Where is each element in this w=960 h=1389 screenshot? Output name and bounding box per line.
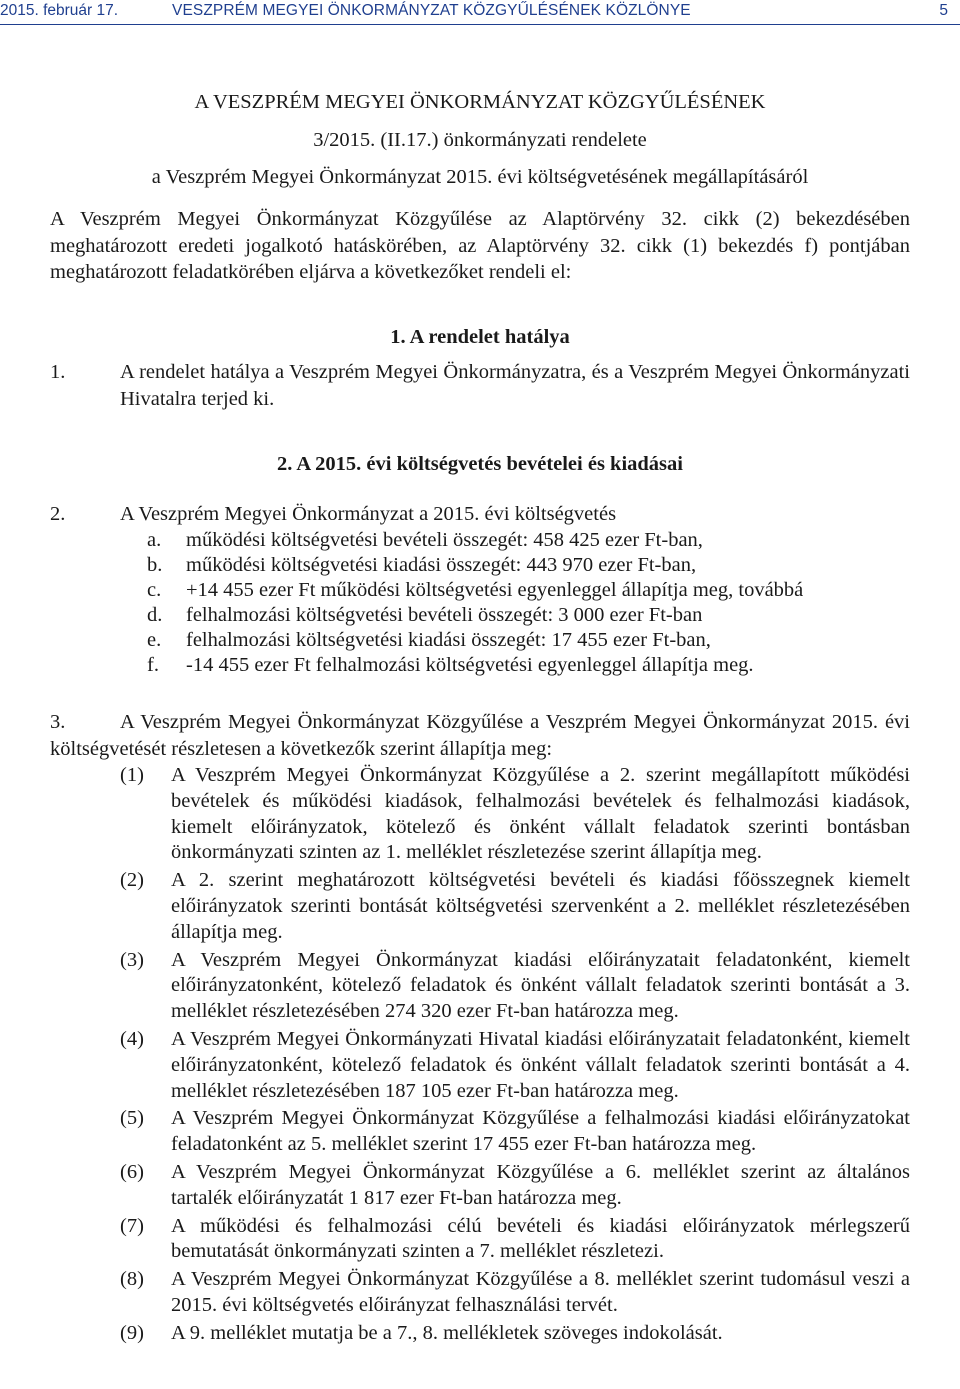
budget-items-list [147, 528, 907, 678]
list-item [120, 1106, 910, 1158]
list-item [120, 1027, 910, 1104]
list-item-number: (1) [120, 764, 144, 786]
section-2-heading: 2. A 2015. évi költségvetés bevételei és kiadásai [277, 453, 683, 475]
list-item-text: A Veszprém Megyei Önkormányzati Hivatal kiadási előirányzatait feladatonként, kiemelt előirányzatonként, kötelező feladatok és önként vállalt feladatok szerinti bontását a 4. melléklet részletezésében 187 105 ezer Ft-ban határozza meg. [171, 1027, 910, 1102]
list-item-letter: e. [147, 629, 162, 651]
list-item-text: A 9. melléklet mutatja be a 7., 8. mellékletek szöveges indokolását. [171, 1321, 723, 1344]
list-item [120, 1160, 910, 1212]
list-item [147, 553, 907, 578]
list-item-letter: f. [147, 654, 159, 676]
list-item [147, 528, 907, 553]
preamble: A Veszprém Megyei Önkormányzat Közgyűlése az Alaptörvény 32. cikk (2) bekezdésében meghatározott eredeti jogalkotó hatáskörében, az Alaptörvény 32. cikk (1) bekezdés f) pontjában meghatározott feladatkörében eljárva a következőket rendeli el: [50, 208, 910, 283]
list-item [120, 763, 910, 866]
detailed-budget-list [120, 763, 910, 1349]
list-item-number: (2) [120, 869, 144, 892]
list-item-text: A Veszprém Megyei Önkormányzat kiadási előirányzatait feladatonként, kiemelt előirányzatonként, kötelező feladatok és önként vállalt feladatok szerinti bontását a 3. melléklet részletezésében 274 320 ezer Ft-ban határozza meg. [171, 948, 910, 1023]
list-item-text: A működési és felhalmozási célú bevételi és kiadási előirányzatok mérlegszerű bemutatását önkormányzati szinten a 7. melléklet részletezi. [171, 1214, 910, 1263]
header-page-number: 5 [939, 2, 948, 19]
list-item [147, 628, 907, 653]
header-divider [0, 24, 960, 25]
paragraph-text: A Veszprém Megyei Önkormányzat Közgyűlése a Veszprém Megyei Önkormányzat 2015. évi költségvetését részletesen a következők szerint állapítja meg: [50, 711, 910, 760]
list-item-letter: d. [147, 604, 163, 626]
paragraph-number: 2. [50, 503, 66, 525]
list-item-text: A Veszprém Megyei Önkormányzat Közgyűlése a 6. melléklet szerint az általános tartalék előirányzatát 1 817 ezer Ft-ban határozza meg. [171, 1160, 910, 1209]
list-item [120, 1267, 910, 1319]
list-item-text: működési költségvetési kiadási összegét: 443 970 ezer Ft-ban, [186, 554, 697, 576]
list-item-text: A Veszprém Megyei Önkormányzat Közgyűlése a felhalmozási kiadási előirányzatokat feladatonként az 5. melléklet szerint 17 455 ezer Ft-ban határozza meg. [171, 1107, 910, 1156]
list-item-text: felhalmozási költségvetési bevételi összegét: 3 000 ezer Ft-ban [186, 604, 703, 626]
section-2-paragraph [50, 501, 910, 528]
list-item-text: +14 455 ezer Ft működési költségvetési egyenleggel állapítja meg, továbbá [186, 579, 804, 601]
list-item [120, 948, 910, 1025]
list-item-letter: a. [147, 529, 162, 551]
list-item-number: (8) [120, 1268, 144, 1291]
list-item-number: (4) [120, 1027, 144, 1050]
list-item [147, 578, 907, 603]
section-1-heading: 1. A rendelet hatálya [390, 326, 570, 348]
list-item-text: A Veszprém Megyei Önkormányzat Közgyűlése a 2. szerint megállapított működési bevételek és működési kiadások, felhalmozási bevételek és felhalmozási kiadások, kiemelt előirányzatok, kötelező és önként vállalt feladatok szerinti bontásban önkormányzati szinten az 1. melléklet részletezése szerint állapítja meg. [171, 764, 910, 864]
list-item [120, 1321, 910, 1347]
header-gazette-title: VESZPRÉM MEGYEI ÖNKORMÁNYZAT KÖZGYŰLÉSÉNEK KÖZLÖNYE [172, 2, 691, 19]
document-title-line-2: 3/2015. (II.17.) önkormányzati rendelete [313, 129, 647, 151]
list-item-letter: b. [147, 554, 163, 576]
list-item-text: felhalmozási költségvetési kiadási összegét: 17 455 ezer Ft-ban, [186, 629, 711, 651]
list-item-text: működési költségvetési bevételi összegét: 458 425 ezer Ft-ban, [186, 529, 703, 551]
list-item [147, 603, 907, 628]
list-item [147, 653, 907, 678]
list-item [120, 868, 910, 945]
list-item-number: (3) [120, 948, 144, 971]
list-item-number: (9) [120, 1321, 144, 1344]
paragraph-text: A rendelet hatálya a Veszprém Megyei Önkormányzatra, és a Veszprém Megyei Önkormányzati Hivatalra terjed ki. [120, 361, 910, 410]
list-item-text: A 2. szerint meghatározott költségvetési bevételi és kiadási főösszegnek kiemelt előirányzatok szerinti bontását költségvetési szervenként a 2. melléklet részletezésében állapítja meg. [171, 869, 910, 943]
document-title-line-1: A VESZPRÉM MEGYEI ÖNKORMÁNYZAT KÖZGYŰLÉSÉNEK [194, 91, 766, 113]
paragraph-number: 1. [50, 361, 66, 383]
page-header [0, 0, 960, 26]
list-item-text: -14 455 ezer Ft felhalmozási költségvetési egyenleggel állapítja meg. [186, 654, 754, 676]
list-item [120, 1214, 910, 1266]
section-3-paragraph [50, 709, 910, 762]
list-item-number: (5) [120, 1107, 144, 1130]
document-title-line-3: a Veszprém Megyei Önkormányzat 2015. évi költségvetésének megállapításáról [151, 166, 809, 188]
paragraph-number: 3. [50, 711, 66, 733]
list-item-letter: c. [147, 579, 162, 601]
section-1-paragraph [50, 359, 910, 412]
list-item-text: A Veszprém Megyei Önkormányzat Közgyűlése a 8. melléklet szerint tudomásul veszi a 2015. évi költségvetés előirányzat felhasználási tervét. [171, 1268, 910, 1316]
list-item-number: (6) [120, 1160, 144, 1183]
list-item-number: (7) [120, 1214, 144, 1237]
paragraph-text: A Veszprém Megyei Önkormányzat a 2015. évi költségvetés [120, 503, 617, 525]
header-date: 2015. február 17. [0, 2, 119, 19]
